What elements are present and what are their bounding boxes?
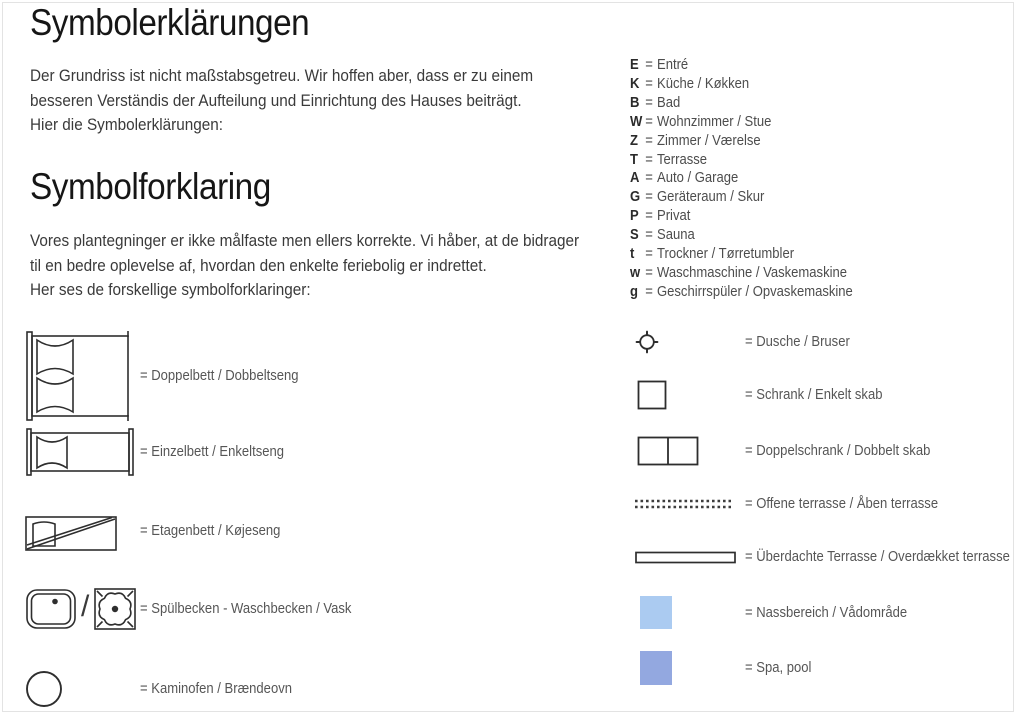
intro-german-line: besseren Verständis der Aufteilung und Einrichtung des Hauses beiträgt. xyxy=(30,90,522,110)
covered-terrace-icon xyxy=(632,551,745,564)
sink-icon xyxy=(25,587,77,631)
intro-german-line: Hier die Symbolerklärungen: xyxy=(30,115,224,134)
sink-icons xyxy=(25,586,140,632)
letter-row: K = Küche / Køkken xyxy=(630,76,750,93)
slash-separator: / xyxy=(81,590,90,623)
legend-label: = Kaminofen / Brændeovn xyxy=(140,681,292,697)
legend-label: = Dusche / Bruser xyxy=(745,334,850,350)
legend-row-sink xyxy=(25,585,375,633)
legend-label: = Schrank / Enkelt skab xyxy=(745,387,883,403)
intro-german xyxy=(30,64,589,138)
wet-area-swatch xyxy=(640,596,672,629)
intro-danish xyxy=(30,229,640,303)
legend-label: = Etagenbett / Køjeseng xyxy=(140,523,281,539)
spa-pool-swatch xyxy=(640,651,672,685)
legend-row-wet-area xyxy=(632,596,925,629)
letter-row: A = Auto / Garage xyxy=(630,170,739,187)
double-bed-icon xyxy=(25,330,140,422)
letter-row: G = Geräteraum / Skur xyxy=(630,189,765,206)
title-german: Symbolerklärungen xyxy=(30,2,310,43)
legend-row-covered-terrace xyxy=(632,547,1024,567)
legend-row-spa-pool xyxy=(632,651,819,685)
legend-row-closet xyxy=(632,380,898,410)
letter-row: W = Wohnzimmer / Stue xyxy=(630,113,772,130)
letter-row: g = Geschirrspüler / Opvaskemaskine xyxy=(630,283,853,300)
legend-label: = Offene terrasse / Åben terrasse xyxy=(745,496,939,512)
legend-label: = Spülbecken - Waschbecken / Vask xyxy=(140,601,352,617)
legend-label: = Spa, pool xyxy=(745,660,812,676)
letter-row: w = Waschmaschine / Vaskemaskine xyxy=(630,264,848,281)
legend-label: = Einzelbett / Enkeltseng xyxy=(140,444,285,460)
letter-row: E = Entré xyxy=(630,57,689,74)
open-terrace-icon xyxy=(632,498,745,510)
room-letter-legend xyxy=(630,56,878,301)
letter-row: P = Privat xyxy=(630,208,691,225)
letter-row: Z = Zimmer / Værelse xyxy=(630,132,761,149)
legend-row-double-closet xyxy=(632,436,951,466)
single-closet-icon xyxy=(632,380,745,410)
legend-row-stove xyxy=(25,670,309,708)
bunk-bed-icon xyxy=(25,511,140,551)
legend-row-shower xyxy=(632,330,861,354)
legend-row-single-bed xyxy=(25,428,300,476)
intro-danish-line: til en bedre oplevelse af, hvordan den enkelte feriebolig er indrettet. xyxy=(30,255,487,275)
intro-danish-line: Vores plantegninger er ikke målfaste men ellers korrekte. Vi håber, at de bidrager xyxy=(30,231,580,250)
letter-row: S = Sauna xyxy=(630,227,695,244)
double-closet-icon xyxy=(632,436,745,466)
single-bed-icon xyxy=(25,428,140,476)
wood-stove-icon xyxy=(25,670,140,708)
legend-label: = Doppelbett / Dobbeltseng xyxy=(140,368,299,384)
legend-label: = Doppelschrank / Dobbelt skab xyxy=(745,443,931,459)
letter-row: T = Terrasse xyxy=(630,151,708,168)
intro-german-line: Der Grundriss ist nicht maßstabsgetreu. Wir hoffen aber, dass er zu einem xyxy=(30,66,534,85)
title-danish: Symbolforklaring xyxy=(30,166,271,207)
shower-icon xyxy=(632,330,745,354)
washbasin-icon xyxy=(92,586,138,632)
legend-row-double-bed xyxy=(25,330,316,422)
legend-label: = Überdachte Terrasse / Overdækket terrasse xyxy=(745,549,1010,565)
legend-row-bunk-bed xyxy=(25,511,296,551)
legend-row-open-terrace xyxy=(632,494,960,514)
legend-label: = Nassbereich / Vådområde xyxy=(745,604,908,621)
letter-row: B = Bad xyxy=(630,95,681,112)
letter-row: t = Trockner / Tørretumbler xyxy=(630,245,795,262)
intro-danish-line: Her ses de forskellige symbolforklaringer: xyxy=(30,280,311,299)
